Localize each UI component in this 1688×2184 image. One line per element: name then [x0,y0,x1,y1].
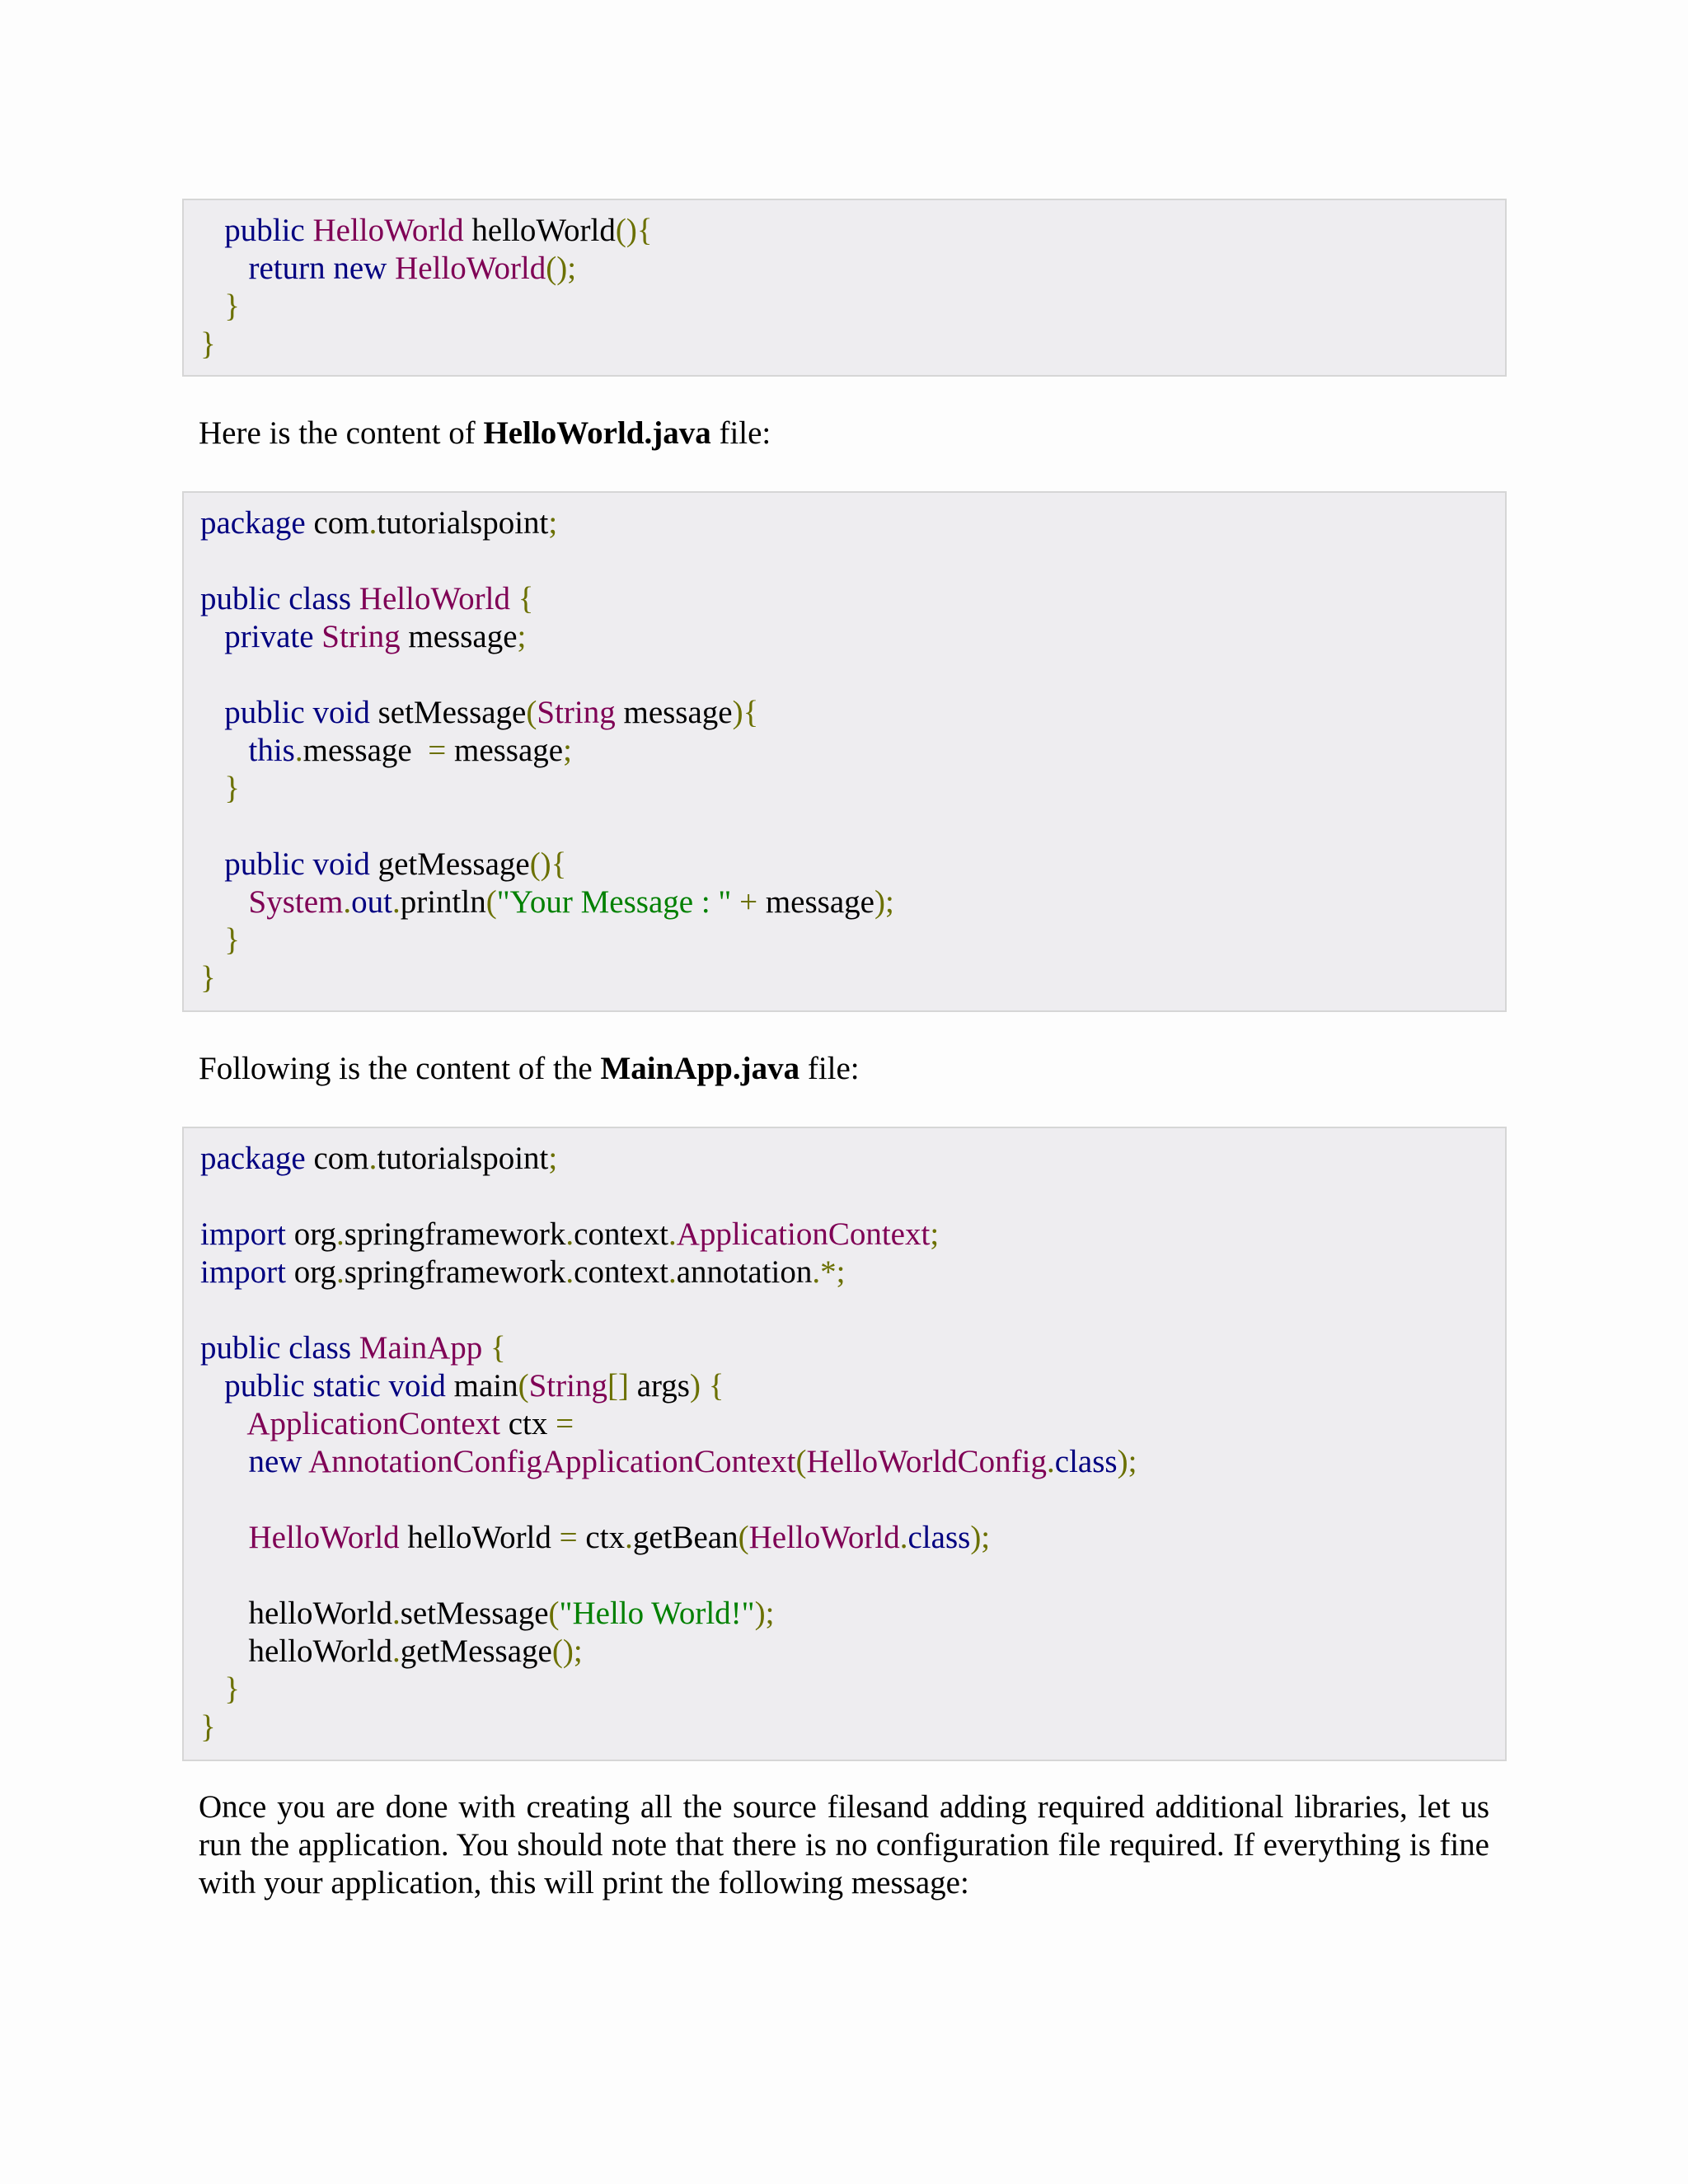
para-text: file: [799,1051,860,1086]
code-token: "Your Message : " [496,884,740,920]
code-line [200,1481,1505,1519]
code-token: ( [795,1444,807,1479]
code-token: helloWorld [463,213,616,248]
code-token: . [336,1254,345,1290]
code-token: ; [517,619,527,654]
code-token: AnnotationConfigApplicationContext [308,1444,796,1479]
code-token: package [200,505,314,541]
code-token: { [490,1330,506,1366]
code-line [200,770,1505,808]
code-token: } [224,288,240,324]
code-token: class [1054,1444,1118,1479]
code-token: ( [518,1368,529,1404]
code-token: String [321,619,401,654]
code-token: MainApp [359,1330,491,1366]
code-token: com [313,505,369,541]
code-block-helloworld-java [182,491,1507,1012]
code-token: = [559,1520,578,1555]
code-token: println [400,884,486,920]
code-token: helloWorld [248,1596,392,1631]
code-token: "Hello World!" [559,1596,755,1631]
code-line [200,1557,1505,1595]
code-token: ); [1117,1444,1137,1479]
code-line [200,1671,1505,1708]
code-token: package [200,1141,314,1176]
code-token: message [757,884,874,920]
code-line [200,846,1505,883]
code-token: ( [548,1596,560,1631]
code-token: public static void [224,1368,454,1404]
code-token: . [368,1141,377,1176]
paragraph-run-instructions: Once you are done with creating all the source filesand adding required additional libraries, let us run the application. You should note that there is no configuration file required. If everything is fine with your application, this will print the following message: [199,1789,1489,1900]
code-token: = [428,733,447,768]
code-line [200,288,1505,326]
code-token: main [453,1368,518,1404]
code-token: ; [930,1216,940,1252]
code-line [200,250,1505,288]
code-token: } [224,771,240,806]
code-line [200,1519,1505,1557]
code-token: message [400,619,518,654]
code-token: . [368,505,377,541]
code-line [200,1140,1505,1178]
code-token: org [293,1254,337,1290]
code-line [200,1216,1505,1254]
code-line [200,1405,1505,1443]
code-token: out [351,884,392,920]
code-token: public [224,213,313,248]
code-token: annotation [676,1254,813,1290]
code-token: public class [200,581,359,616]
code-line [200,1367,1505,1405]
code-token: import [200,1254,294,1290]
code-token: . [336,1216,345,1252]
code-line [200,694,1505,732]
paragraph-mainapp-intro [199,1050,1489,1088]
code-token: springframework [344,1216,566,1252]
code-token: ; [548,505,558,541]
code-token: .*; [812,1254,846,1290]
code-token: context [574,1254,668,1290]
code-token: ( [526,695,537,730]
code-token: ; [563,733,572,768]
code-token: helloWorld [248,1633,392,1669]
code-token: [] [607,1368,629,1404]
code-token: . [668,1216,677,1252]
code-token: public void [224,695,378,730]
code-line [200,618,1505,656]
code-token: . [294,733,303,768]
code-line [200,580,1505,618]
code-token: message [615,695,733,730]
code-token: ) { [689,1368,724,1404]
code-token: + [739,884,758,920]
code-token: HelloWorld [395,251,546,286]
code-token: tutorialspoint [377,1141,549,1176]
code-token: . [899,1520,908,1555]
code-token: getMessage [400,1633,552,1669]
code-line [200,504,1505,542]
code-line [200,656,1505,694]
code-token: } [200,326,216,362]
code-line [200,1254,1505,1291]
code-token: (){ [529,846,567,882]
code-token: springframework [344,1254,566,1290]
code-line [200,1291,1505,1329]
code-token: new [248,1444,309,1479]
code-token: } [200,960,216,996]
code-token: } [224,922,240,958]
code-token: public void [224,846,378,882]
code-token: ( [485,884,497,920]
code-token: ApplicationContext [246,1406,500,1441]
code-token: } [200,1709,216,1745]
code-token: HelloWorld [748,1520,900,1555]
code-token: message [302,733,429,768]
code-token: helloWorld [399,1520,560,1555]
code-token: { [518,581,534,616]
code-line [200,808,1505,846]
code-token: ){ [732,695,759,730]
code-line [200,1633,1505,1671]
code-token: String [537,695,616,730]
code-line [200,1708,1505,1746]
code-token: . [565,1216,574,1252]
code-token: System [248,884,344,920]
code-token: org [293,1216,337,1252]
code-token: . [1047,1444,1055,1479]
code-token: ApplicationContext [676,1216,931,1252]
code-token: (); [551,1633,583,1669]
code-token: ); [970,1520,991,1555]
para-text: Following is the content of the [199,1051,601,1086]
code-token: . [625,1520,633,1555]
code-line [200,1595,1505,1633]
code-line [200,212,1505,250]
code-token: . [392,1596,401,1631]
code-token: public class [200,1330,359,1366]
code-line [200,326,1505,363]
code-line [200,883,1505,921]
code-token: HelloWorldConfig [806,1444,1048,1479]
code-token: message [446,733,564,768]
para-text: file: [710,415,771,451]
code-token: tutorialspoint [377,505,549,541]
code-line [200,732,1505,770]
code-line [200,959,1505,997]
paragraph-helloworld-intro [199,415,1489,452]
code-token: . [343,884,352,920]
code-token: . [668,1254,677,1290]
code-token: HelloWorld [248,1520,400,1555]
code-token: (); [546,251,577,286]
filename-helloworld: HelloWorld.java [483,415,711,451]
code-line [200,1178,1505,1216]
code-token: setMessage [377,695,527,730]
code-token: HelloWorld [312,213,464,248]
code-token: getMessage [377,846,530,882]
code-block-config-snippet [182,199,1507,377]
code-token: ); [874,884,894,920]
code-token: ); [754,1596,775,1631]
filename-mainapp: MainApp.java [600,1051,800,1086]
code-token: . [565,1254,574,1290]
code-token: } [224,1671,240,1707]
code-token: args [628,1368,690,1404]
code-token: ctx [577,1520,626,1555]
code-token: context [574,1216,668,1252]
code-token: (){ [615,213,653,248]
code-token: private [224,619,322,654]
code-token: . [392,1633,401,1669]
code-token: . [392,884,401,920]
code-line [200,921,1505,959]
code-token: getBean [632,1520,738,1555]
code-line [200,1329,1505,1367]
code-token: ( [738,1520,749,1555]
code-line [200,542,1505,580]
code-block-mainapp-java [182,1127,1507,1761]
code-token: ctx [499,1406,556,1441]
code-token: return new [248,251,396,286]
code-token: import [200,1216,294,1252]
code-token: = [556,1406,574,1441]
code-token: setMessage [400,1596,549,1631]
para-text: Here is the content of [199,415,484,451]
code-token: com [313,1141,369,1176]
code-line [200,1443,1505,1481]
code-token: HelloWorld [359,581,518,616]
code-token: String [528,1368,607,1404]
code-token: class [907,1520,971,1555]
code-token: this [248,733,295,768]
code-token: ; [548,1141,558,1176]
